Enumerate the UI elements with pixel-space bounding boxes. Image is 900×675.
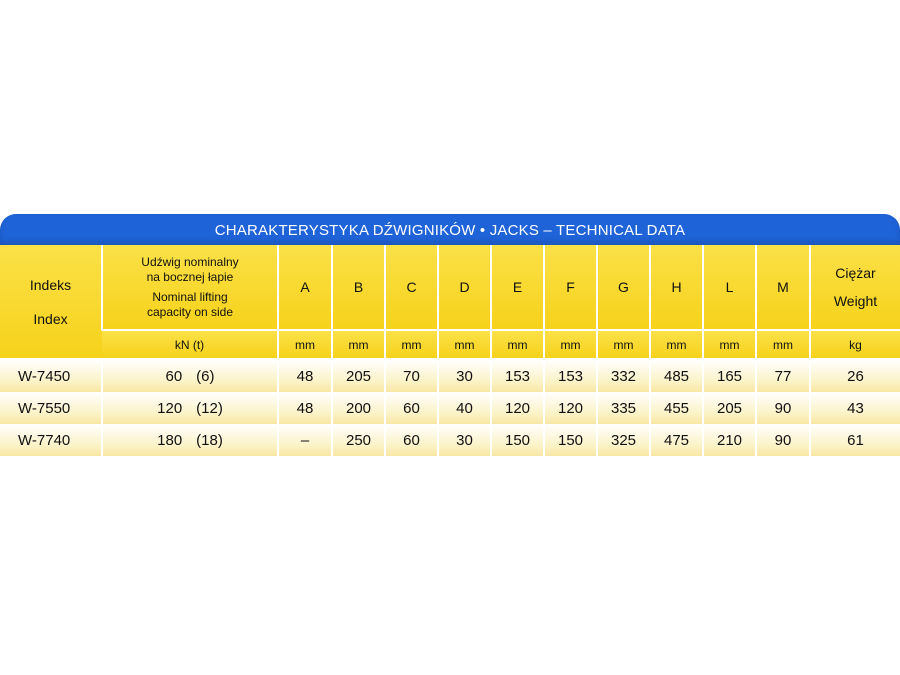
row-index: W-7740	[0, 424, 102, 456]
table-row	[0, 424, 900, 456]
header-dim-h: H	[650, 245, 703, 330]
cell-m: 90	[756, 392, 810, 424]
capacity-t: (6)	[196, 367, 215, 385]
unit-dim-g: mm	[597, 330, 650, 359]
row-capacity	[102, 359, 278, 392]
unit-dim-h: mm	[650, 330, 703, 359]
cell-d: 30	[438, 424, 491, 456]
table-row	[0, 392, 900, 424]
cell-l: 210	[703, 424, 756, 456]
capacity-t: (18)	[196, 431, 223, 449]
table-title-banner	[0, 214, 900, 245]
cell-m: 77	[756, 359, 810, 392]
cell-h: 455	[650, 392, 703, 424]
capacity-kn: 60	[165, 367, 183, 385]
row-capacity	[102, 424, 278, 456]
cell-l: 205	[703, 392, 756, 424]
header-dim-c: C	[385, 245, 438, 330]
cell-g: 332	[597, 359, 650, 392]
cell-a: 48	[278, 392, 332, 424]
technical-data-table	[0, 245, 900, 456]
unit-dim-e: mm	[491, 330, 544, 359]
cell-c: 70	[385, 359, 438, 392]
header-index	[0, 245, 102, 359]
cell-l: 165	[703, 359, 756, 392]
cell-b: 250	[332, 424, 385, 456]
capacity-kn: 120	[157, 399, 183, 417]
header-weight	[810, 245, 900, 330]
cell-h: 475	[650, 424, 703, 456]
cell-f: 120	[544, 392, 597, 424]
header-dim-l: L	[703, 245, 756, 330]
unit-dim-a: mm	[278, 330, 332, 359]
table-row	[0, 359, 900, 392]
row-capacity	[102, 392, 278, 424]
header-dim-e: E	[491, 245, 544, 330]
cell-f: 150	[544, 424, 597, 456]
cell-h: 485	[650, 359, 703, 392]
header-index-pl: Indeks	[29, 276, 72, 293]
unit-dim-f: mm	[544, 330, 597, 359]
cell-e: 150	[491, 424, 544, 456]
cell-a: –	[278, 424, 332, 456]
cell-weight: 26	[810, 359, 900, 392]
row-index: W-7450	[0, 359, 102, 392]
header-dim-g: G	[597, 245, 650, 330]
cell-c: 60	[385, 392, 438, 424]
header-capacity	[102, 245, 278, 330]
header-weight-pl: Ciężar	[835, 265, 876, 281]
unit-row	[0, 330, 900, 359]
cell-c: 60	[385, 424, 438, 456]
capacity-en-line2: capacity on side	[146, 304, 234, 319]
cell-d: 40	[438, 392, 491, 424]
unit-weight: kg	[810, 330, 900, 359]
header-dim-d: D	[438, 245, 491, 330]
unit-capacity: kN (t)	[102, 330, 278, 359]
cell-weight: 61	[810, 424, 900, 456]
table-title: CHARAKTERYSTYKA DŹWIGNIKÓW • JACKS – TECHNICAL DATA	[214, 222, 686, 239]
row-index: W-7550	[0, 392, 102, 424]
header-dim-m: M	[756, 245, 810, 330]
header-weight-en: Weight	[833, 293, 878, 309]
unit-dim-c: mm	[385, 330, 438, 359]
cell-g: 325	[597, 424, 650, 456]
cell-e: 153	[491, 359, 544, 392]
cell-g: 335	[597, 392, 650, 424]
capacity-pl-line2: na bocznej łapie	[146, 269, 234, 284]
capacity-kn: 180	[157, 431, 183, 449]
header-row	[0, 245, 900, 330]
technical-data-sheet	[0, 214, 900, 456]
unit-dim-l: mm	[703, 330, 756, 359]
cell-a: 48	[278, 359, 332, 392]
header-dim-f: F	[544, 245, 597, 330]
cell-d: 30	[438, 359, 491, 392]
unit-dim-m: mm	[756, 330, 810, 359]
unit-dim-d: mm	[438, 330, 491, 359]
cell-f: 153	[544, 359, 597, 392]
cell-m: 90	[756, 424, 810, 456]
header-dim-b: B	[332, 245, 385, 330]
capacity-pl-line1: Udźwig nominalny	[141, 254, 239, 269]
header-index-en: Index	[33, 310, 68, 327]
cell-weight: 43	[810, 392, 900, 424]
capacity-t: (12)	[196, 399, 223, 417]
header-dim-a: A	[278, 245, 332, 330]
cell-e: 120	[491, 392, 544, 424]
unit-dim-b: mm	[332, 330, 385, 359]
cell-b: 205	[332, 359, 385, 392]
capacity-en-line1: Nominal lifting	[152, 289, 228, 304]
cell-b: 200	[332, 392, 385, 424]
